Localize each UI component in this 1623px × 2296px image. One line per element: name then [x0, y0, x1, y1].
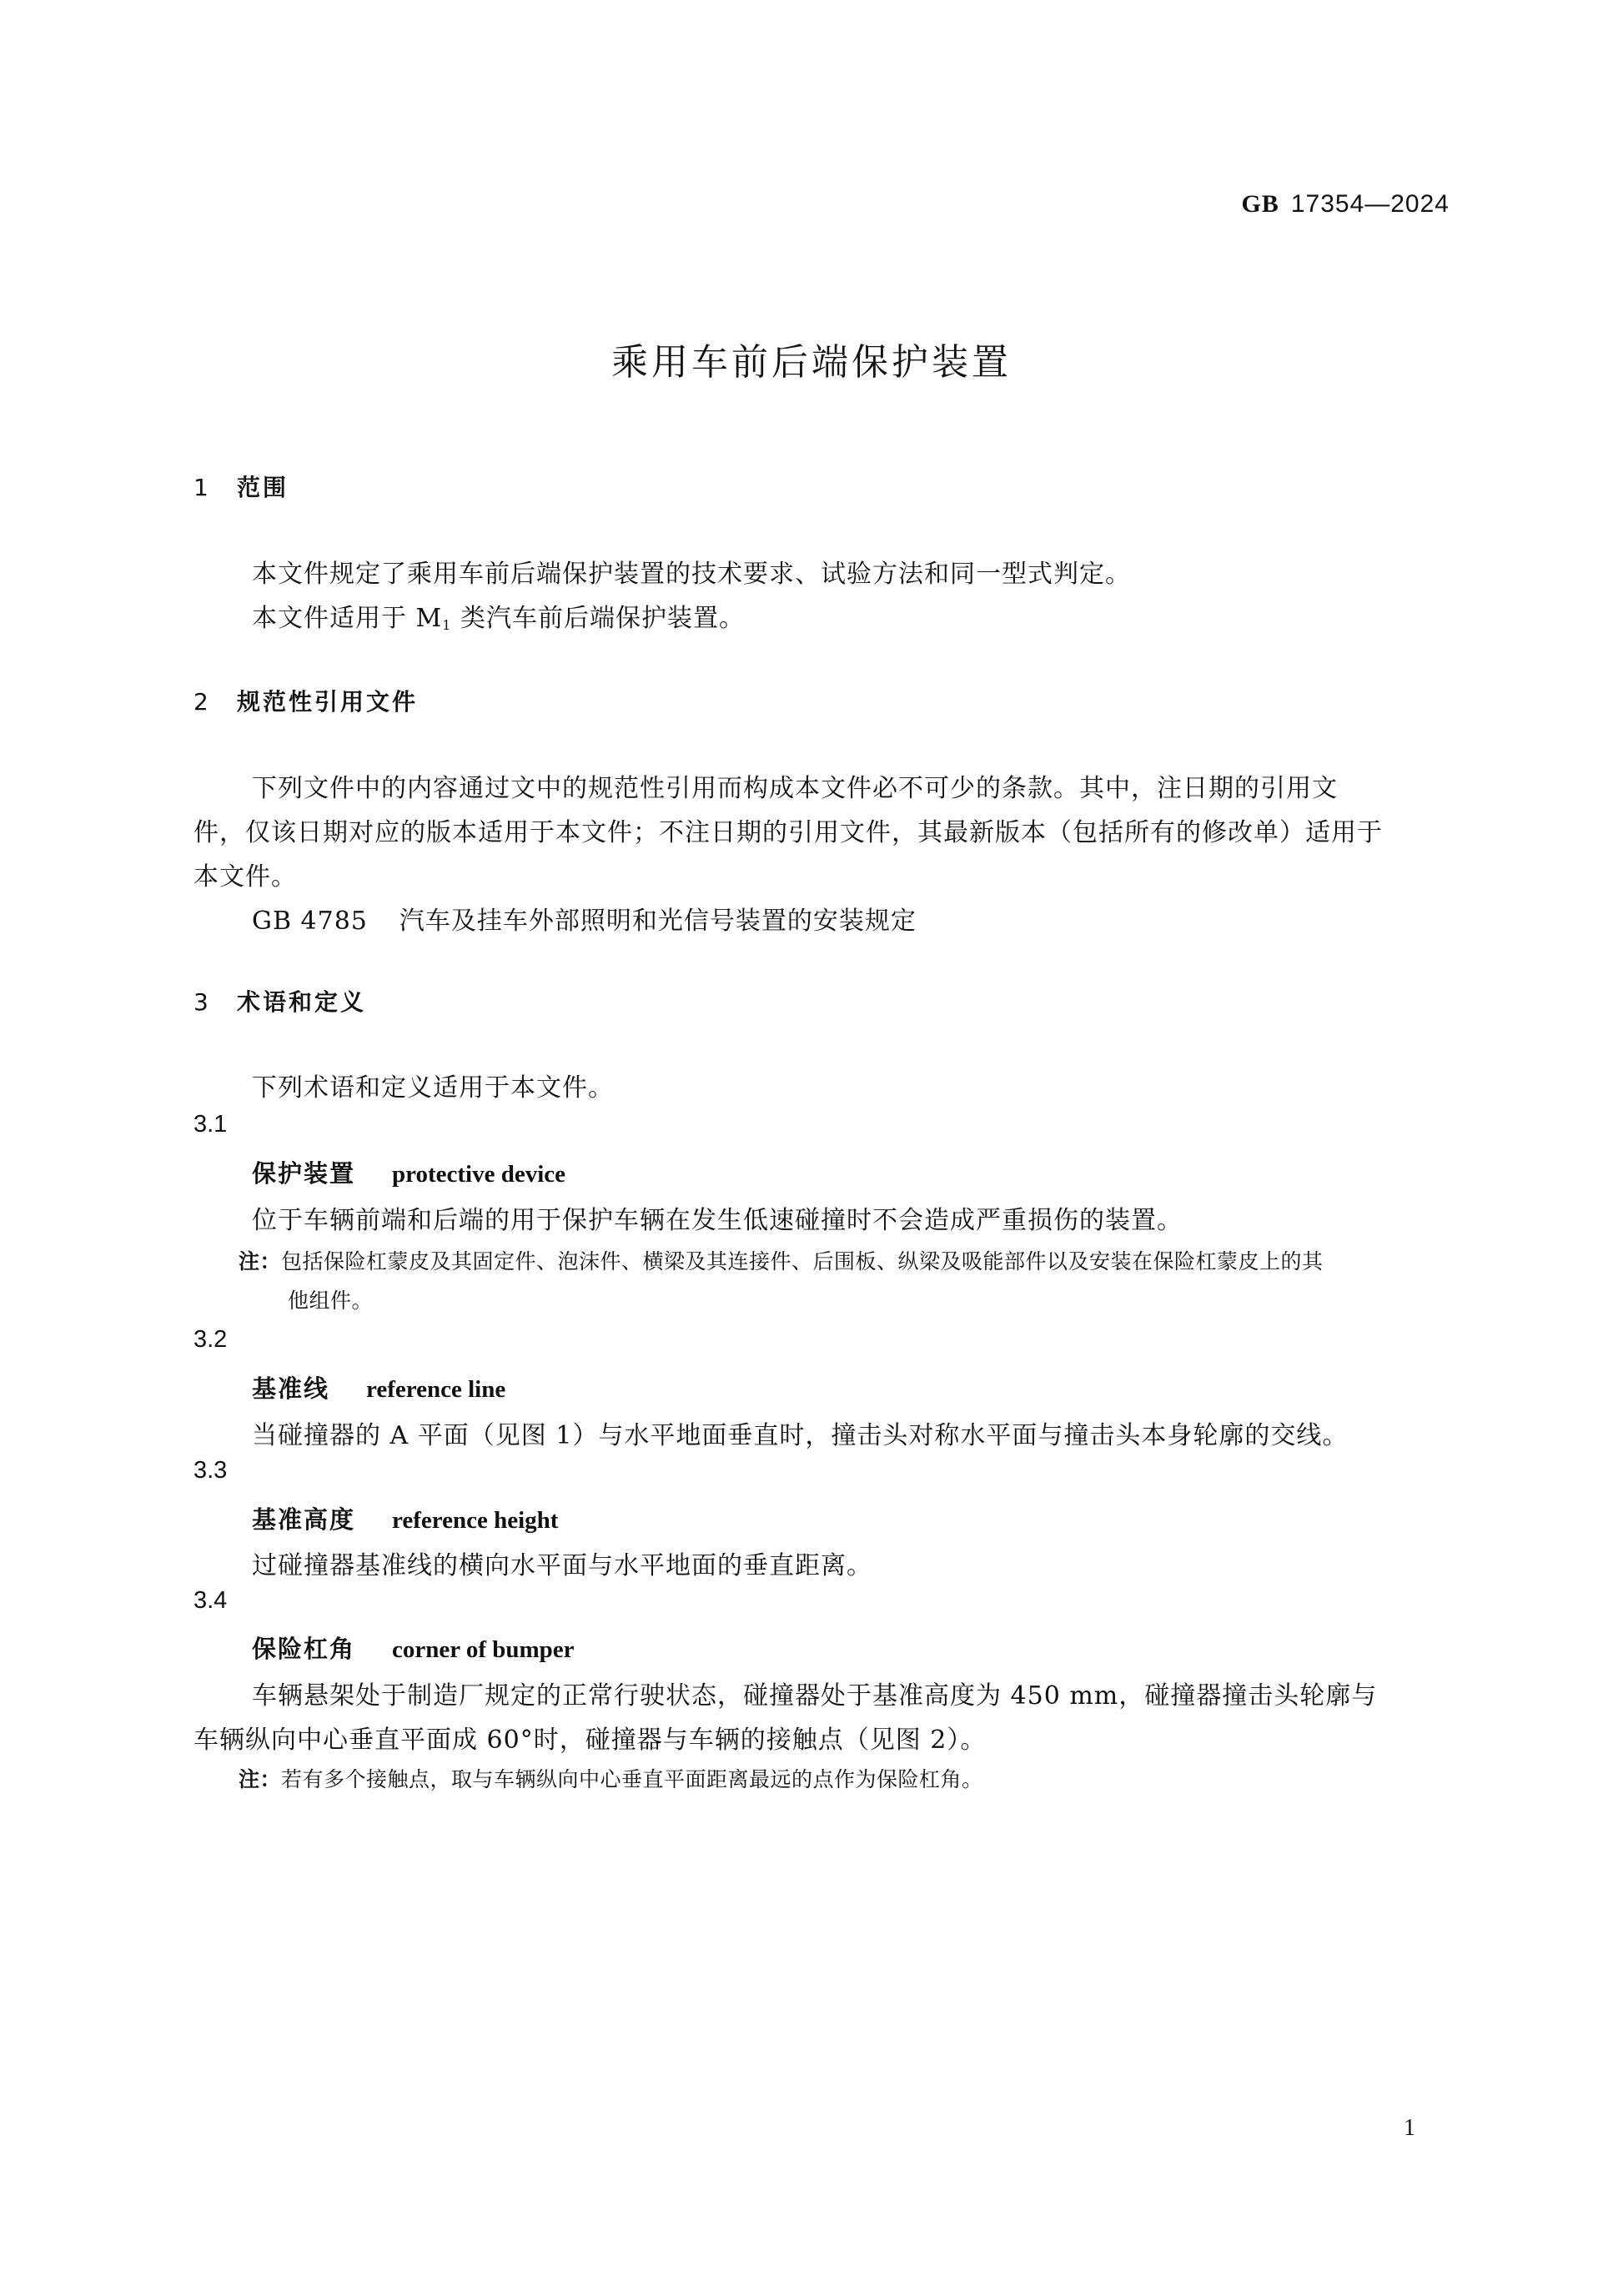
- normative-paragraph-line-3: 本文件。: [193, 862, 297, 892]
- term-zh: 基准高度: [252, 1505, 356, 1534]
- term-heading: [252, 1370, 505, 1404]
- note-text: 若有多个接触点，取与车辆纵向中心垂直平面距离最远的点作为保险杠角。: [281, 1767, 983, 1791]
- terms-intro: 下列术语和定义适用于本文件。: [252, 1073, 614, 1103]
- term-en: reference height: [392, 1507, 559, 1534]
- section-title: 规范性引用文件: [237, 688, 419, 716]
- term-number: 3.3: [193, 1457, 228, 1484]
- note-label: 注：: [239, 1249, 282, 1274]
- note-label: 注：: [239, 1767, 282, 1791]
- scope-paragraph-1: 本文件规定了乘用车前后端保护装置的技术要求、试验方法和同一型式判定。: [252, 560, 1131, 589]
- reference-code: GB 4785: [252, 907, 368, 936]
- section-title: 术语和定义: [237, 988, 367, 1016]
- term-heading: [252, 1630, 575, 1665]
- term-definition: 位于车辆前端和后端的用于保护车辆在发生低速碰撞时不会造成严重损伤的装置。: [252, 1206, 1183, 1235]
- scope-text-a: 本文件适用于 M: [252, 604, 443, 633]
- normative-paragraph-line-2: 件，仅该日期对应的版本适用于本文件；不注日期的引用文件，其最新版本（包括所有的修改单）适用于: [193, 818, 1383, 847]
- term-definition-line-1: 车辆悬架处于制造厂规定的正常行驶状态，碰撞器处于基准高度为 450 mm，碰撞器撞击头轮廓与: [252, 1681, 1378, 1711]
- term-definition-line-2: 车辆纵向中心垂直平面成 60°时，碰撞器与车辆的接触点（见图 2）。: [193, 1726, 987, 1755]
- note-text: 包括保险杠蒙皮及其固定件、泡沫件、横梁及其连接件、后围板、纵梁及吸能部件以及安装在保险杠蒙皮上的其: [281, 1249, 1324, 1274]
- scope-paragraph-2: [252, 597, 745, 634]
- term-definition: 当碰撞器的 A 平面（见图 1）与水平地面垂直时，撞击头对称水平面与撞击头本身轮廓的交线。: [252, 1421, 1349, 1450]
- section-number: 2: [193, 688, 209, 716]
- subscript: 1: [442, 617, 452, 633]
- term-zh: 保险杠角: [252, 1635, 356, 1663]
- term-number: 3.2: [193, 1326, 228, 1353]
- section-title: 范围: [237, 474, 289, 501]
- term-note: [239, 1763, 983, 1793]
- term-heading: [252, 1155, 565, 1189]
- standard-number: 17354—2024: [1290, 190, 1450, 218]
- section-heading-2: [193, 684, 418, 717]
- standard-prefix: GB: [1241, 190, 1279, 218]
- scope-text-b: 类汽车前后端保护装置。: [451, 604, 745, 633]
- term-en: protective device: [392, 1161, 566, 1188]
- page-number: 1: [1404, 2115, 1415, 2141]
- document-title: 乘用车前后端保护装置: [611, 341, 1012, 384]
- term-zh: 基准线: [252, 1374, 330, 1403]
- term-en: reference line: [366, 1376, 506, 1403]
- section-number: 1: [193, 474, 209, 501]
- section-heading-1: [193, 470, 289, 503]
- term-definition: 过碰撞器基准线的横向水平面与水平地面的垂直距离。: [252, 1551, 872, 1580]
- standard-code: [1241, 190, 1450, 219]
- term-number: 3.4: [193, 1587, 228, 1614]
- term-en: corner of bumper: [392, 1636, 575, 1663]
- term-note-continuation: 他组件。: [288, 1289, 374, 1313]
- term-zh: 保护装置: [252, 1159, 356, 1188]
- term-number: 3.1: [193, 1111, 228, 1138]
- term-heading: [252, 1501, 558, 1535]
- reference-item: [252, 900, 917, 937]
- normative-paragraph-line-1: 下列文件中的内容通过文中的规范性引用而构成本文件必不可少的条款。其中，注日期的引用文: [252, 774, 1338, 803]
- section-heading-3: [193, 984, 366, 1017]
- reference-title: 汽车及挂车外部照明和光信号装置的安装规定: [399, 907, 917, 936]
- section-number: 3: [193, 988, 209, 1016]
- term-note: [239, 1245, 1324, 1275]
